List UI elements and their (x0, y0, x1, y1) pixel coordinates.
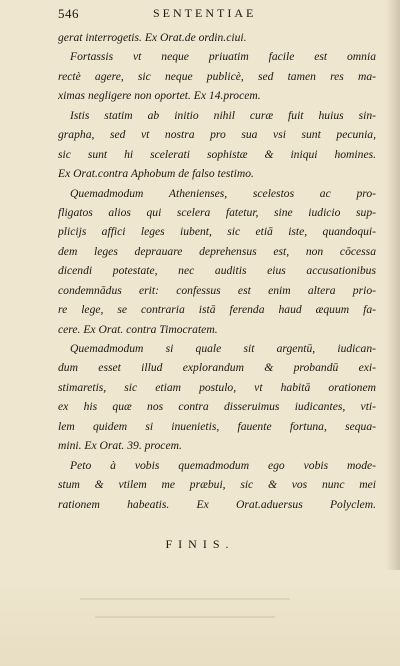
text-line: mini. Ex Orat. 39. procem. (58, 439, 182, 453)
text-line: re lege, se contraria istā ferenda haud æquum fa- (58, 303, 376, 317)
text-line: grapha, sed vt nostra pro sua vsi sunt pecunia, (58, 128, 376, 142)
text-line: rationem habeatis. Ex Orat.aduersus Polyclem. (58, 497, 376, 511)
text-line: ximas negligere non oportet. Ex 14.procem. (58, 89, 261, 103)
text-line: cere. Ex Orat. contra Timocratem. (58, 322, 218, 336)
text-line: stum & vtilem me præbui, sic & vos nunc mei (58, 478, 376, 492)
text-line: Fortassis vt neque priuatim facile est omnia (70, 50, 376, 64)
text-line: Quemadmodum Athenienses, scelestos ac pro- (70, 186, 376, 200)
text-line: sic sunt hi scelerati sophistæ & iniqui homines. (58, 147, 376, 161)
page-header (58, 6, 374, 26)
body-text (58, 28, 376, 514)
text-line: fligatos alios qui scelera fatetur, sine iudicio sup- (58, 205, 376, 219)
text-line: Quemadmodum si quale sit argentū, iudican- (70, 342, 376, 355)
running-head: SENTENTIAE (153, 6, 257, 20)
text-line: stimaretis, sic etiam postulo, vt habitā orationem (58, 380, 376, 394)
text-line: Istis statim ab initio nihil curæ fuit huius sin- (70, 108, 376, 122)
spine-shadow (386, 0, 400, 666)
text-line: dum esset illud explorandum & probandū exi- (58, 361, 376, 375)
text-line: dicendi potestate, nec auditis eius accusationibus (58, 264, 376, 278)
show-through (80, 598, 290, 600)
text-line: gerat interrogetis. Ex Orat.de ordin.ciui. (58, 31, 247, 44)
blank-bottom-margin (0, 570, 400, 666)
text-line: Peto à vobis quemadmodum ego vobis mode- (70, 458, 376, 472)
finis-label: FINIS. (165, 537, 235, 551)
show-through (95, 616, 275, 618)
text-line: plicijs affici leges iubent, sic etiā iste, quandoqui- (58, 225, 376, 239)
text-line: condemnādus erit: confessus est enim altera prio- (58, 283, 376, 297)
text-line: Ex Orat.contra Aphobum de falso testimo. (58, 167, 254, 181)
text-line: rectè agere, sic neque publicè, sed tamen res ma- (58, 69, 376, 83)
page-number: 546 (58, 6, 79, 21)
text-line: dem leges deprauare deprehensus est, non cōcessa (58, 244, 376, 258)
text-line: lem quidem si inuenietis, fauente fortuna, sequa- (58, 419, 376, 433)
text-line: ex his quæ nos contra disseruimus iudicantes, vti- (58, 400, 376, 414)
